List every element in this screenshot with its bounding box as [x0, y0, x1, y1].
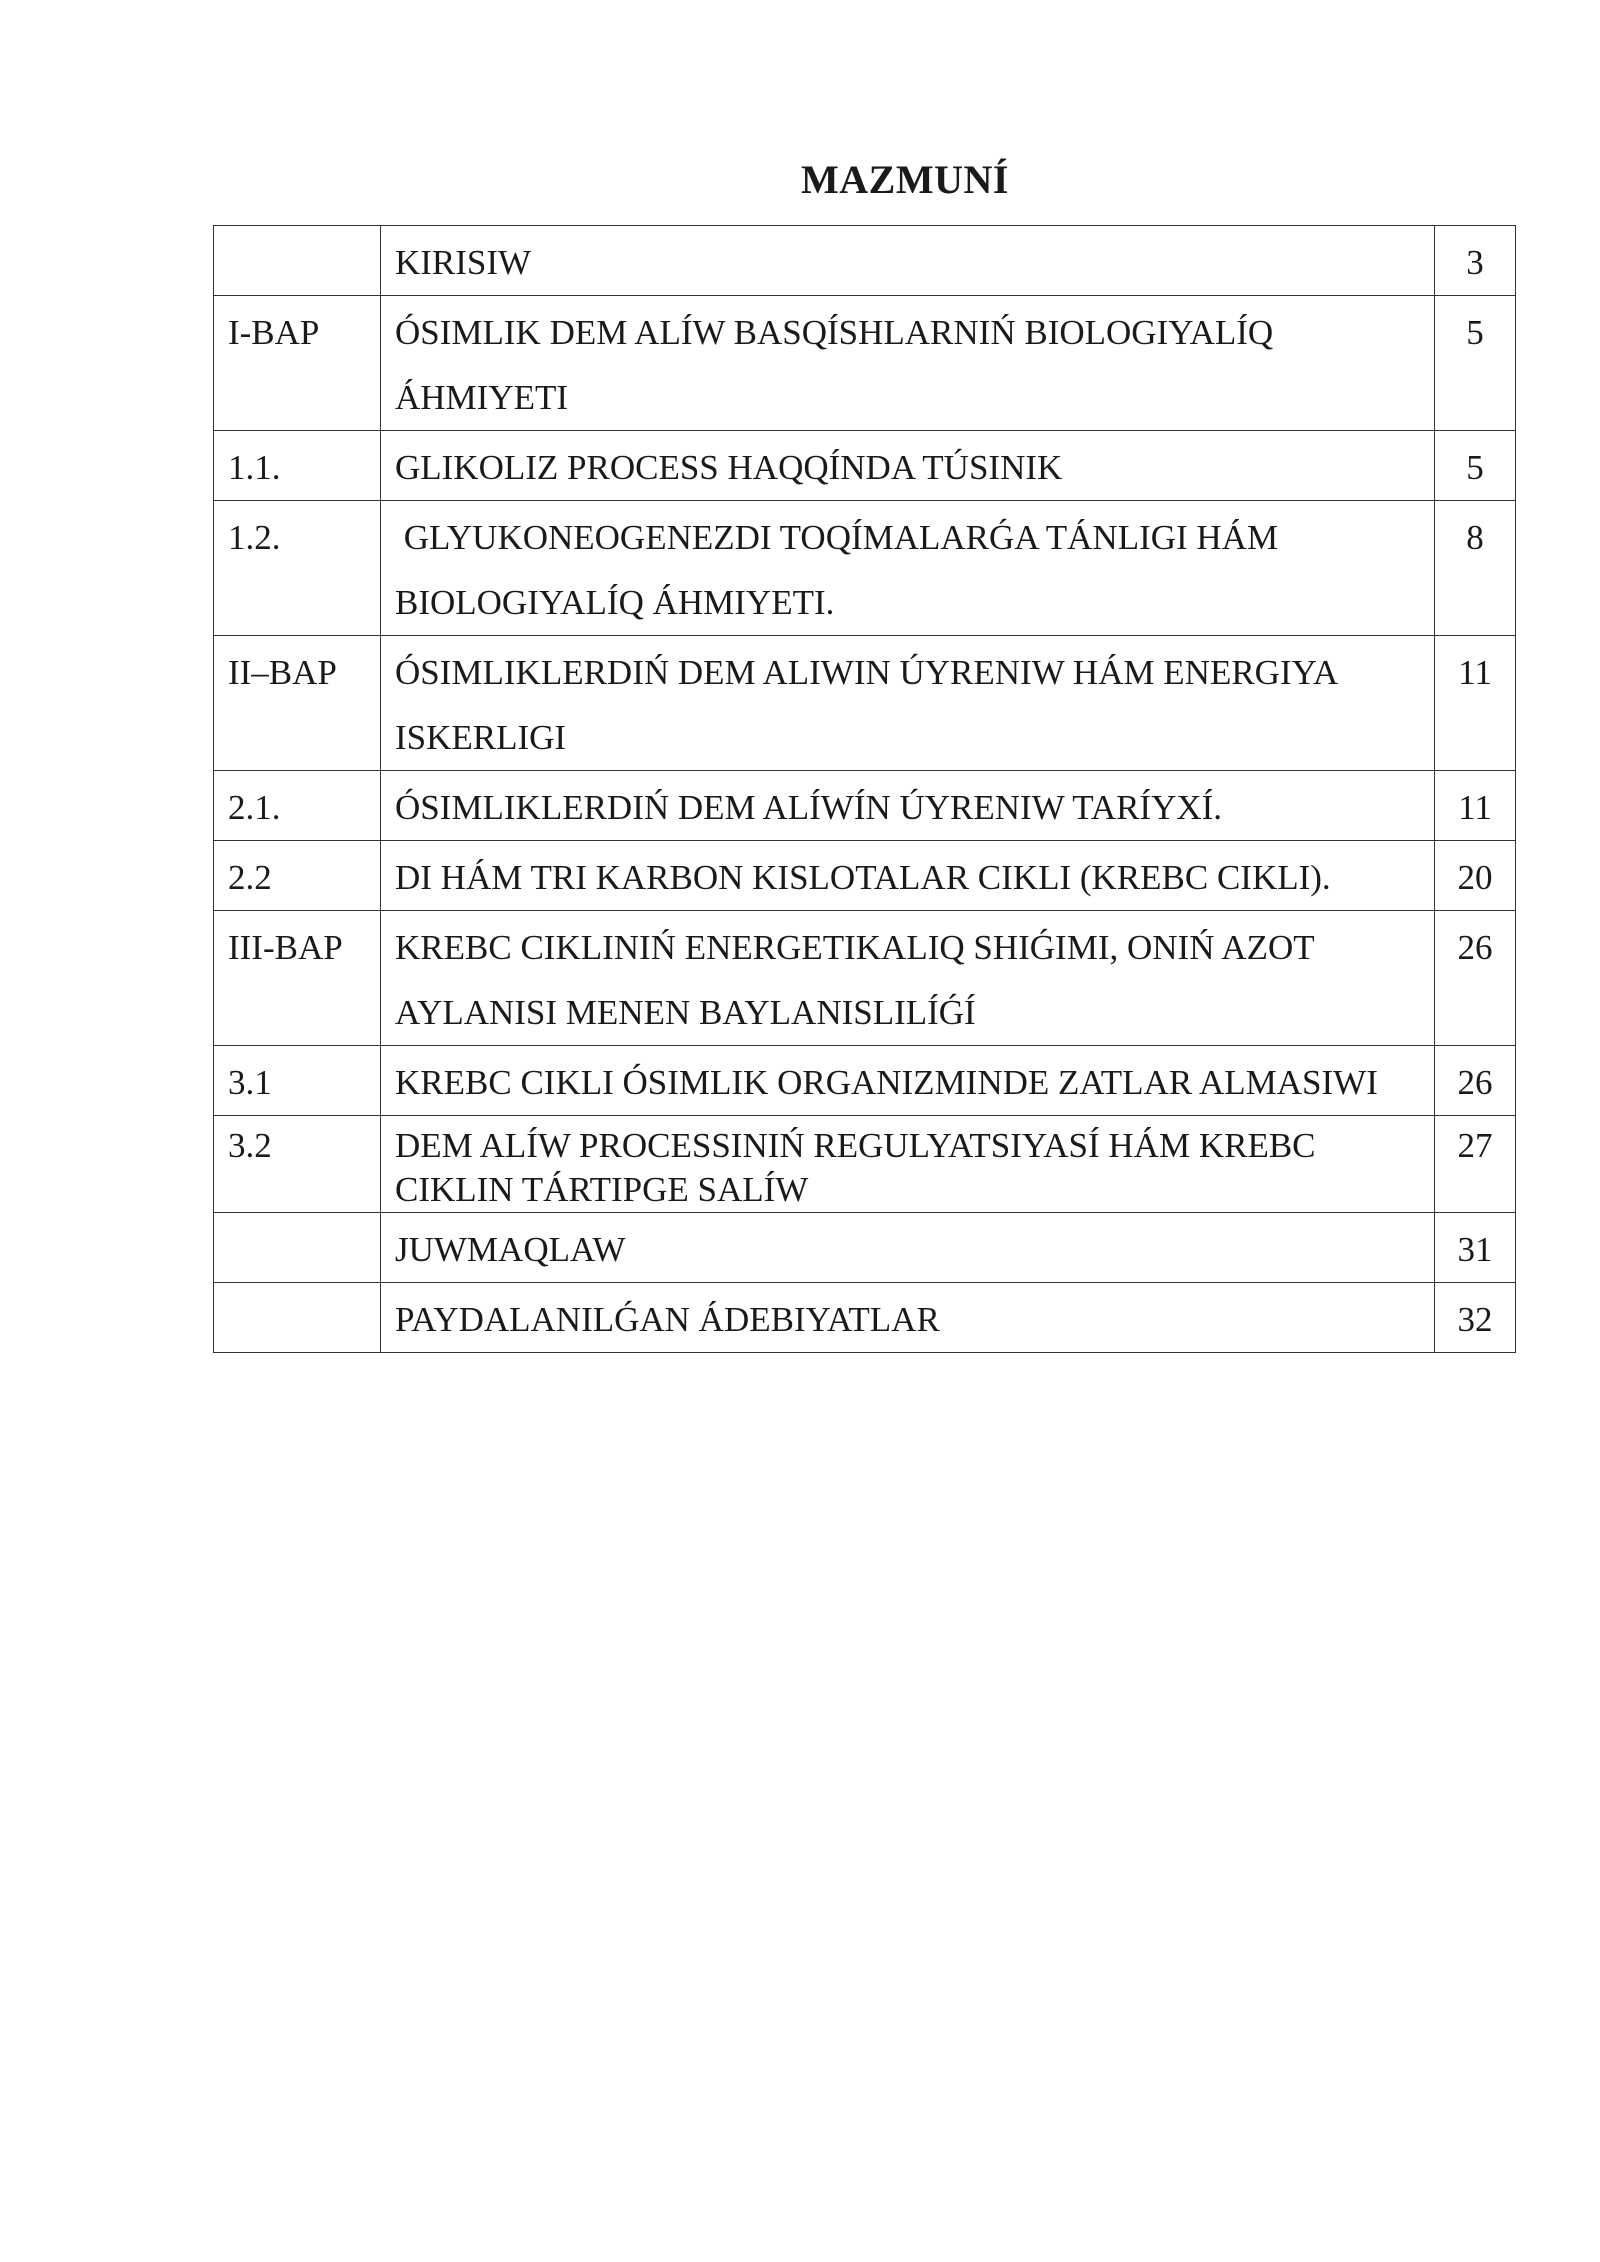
toc-page-number: 31 [1435, 1213, 1516, 1283]
toc-section-title: GLIKOLIZ PROCESS HAQQÍNDA TÚSINIK [381, 431, 1435, 501]
toc-section-title: JUWMAQLAW [381, 1213, 1435, 1283]
table-of-contents [213, 225, 1516, 1353]
toc-section-title: ÓSIMLIKLERDIŃ DEM ALIWIN ÚYRENIW HÁM ENERGIYA ISKERLIGI [381, 636, 1435, 771]
toc-row [214, 636, 1516, 771]
toc-page-number: 11 [1435, 771, 1516, 841]
toc-page-number: 26 [1435, 911, 1516, 1046]
toc-page-number: 3 [1435, 226, 1516, 296]
toc-page-number: 32 [1435, 1283, 1516, 1353]
toc-section-number: 1.1. [214, 431, 381, 501]
toc-section-title: KREBC CIKLI ÓSIMLIK ORGANIZMINDE ZATLAR ALMASIWI [381, 1046, 1435, 1116]
toc-page-number: 27 [1435, 1116, 1516, 1213]
toc-section-title: DI HÁM TRI KARBON KISLOTALAR CIKLI (KREBC CIKLI). [381, 841, 1435, 911]
toc-section-number: 1.2. [214, 501, 381, 636]
toc-section-number: 2.1. [214, 771, 381, 841]
toc-row [214, 226, 1516, 296]
toc-section-title: ÓSIMLIK DEM ALÍW BASQÍSHLARNIŃ BIOLOGIYALÍQ ÁHMIYETI [381, 296, 1435, 431]
toc-page-number: 5 [1435, 296, 1516, 431]
toc-page-number: 11 [1435, 636, 1516, 771]
toc-section-number: III-BAP [214, 911, 381, 1046]
toc-section-number [214, 1213, 381, 1283]
toc-section-title: KIRISIW [381, 226, 1435, 296]
toc-section-title: KREBC CIKLINIŃ ENERGETIKALIQ SHIǴIMI, ONIŃ AZOT AYLANISI MENEN BAYLANISLILÍǴÍ [381, 911, 1435, 1046]
toc-row [214, 1283, 1516, 1353]
toc-section-title: GLYUKONEOGENEZDI TOQÍMALARǴA TÁNLIGI HÁM BIOLOGIYALÍQ ÁHMIYETI. [381, 501, 1435, 636]
toc-section-number [214, 226, 381, 296]
toc-section-number: II–BAP [214, 636, 381, 771]
toc-section-title: DEM ALÍW PROCESSINIŃ REGULYATSIYASÍ HÁM KREBC CIKLIN TÁRTIPGE SALÍW [381, 1116, 1435, 1213]
toc-page-number: 20 [1435, 841, 1516, 911]
toc-page-number: 8 [1435, 501, 1516, 636]
toc-page-number: 26 [1435, 1046, 1516, 1116]
toc-row [214, 841, 1516, 911]
toc-section-number: I-BAP [214, 296, 381, 431]
toc-row [214, 1116, 1516, 1213]
toc-row [214, 501, 1516, 636]
toc-section-number [214, 1283, 381, 1353]
toc-row [214, 771, 1516, 841]
toc-row [214, 431, 1516, 501]
toc-section-number: 2.2 [214, 841, 381, 911]
toc-section-number: 3.2 [214, 1116, 381, 1213]
toc-page-number: 5 [1435, 431, 1516, 501]
toc-row [214, 1046, 1516, 1116]
toc-row [214, 1213, 1516, 1283]
toc-row [214, 911, 1516, 1046]
toc-section-title: PAYDALANILǴAN ÁDEBIYATLAR [381, 1283, 1435, 1353]
page-title: MAZMUNÍ [801, 157, 1009, 202]
toc-row [214, 296, 1516, 431]
toc-section-title: ÓSIMLIKLERDIŃ DEM ALÍWÍN ÚYRENIW TARÍYXÍ. [381, 771, 1435, 841]
toc-section-number: 3.1 [214, 1046, 381, 1116]
